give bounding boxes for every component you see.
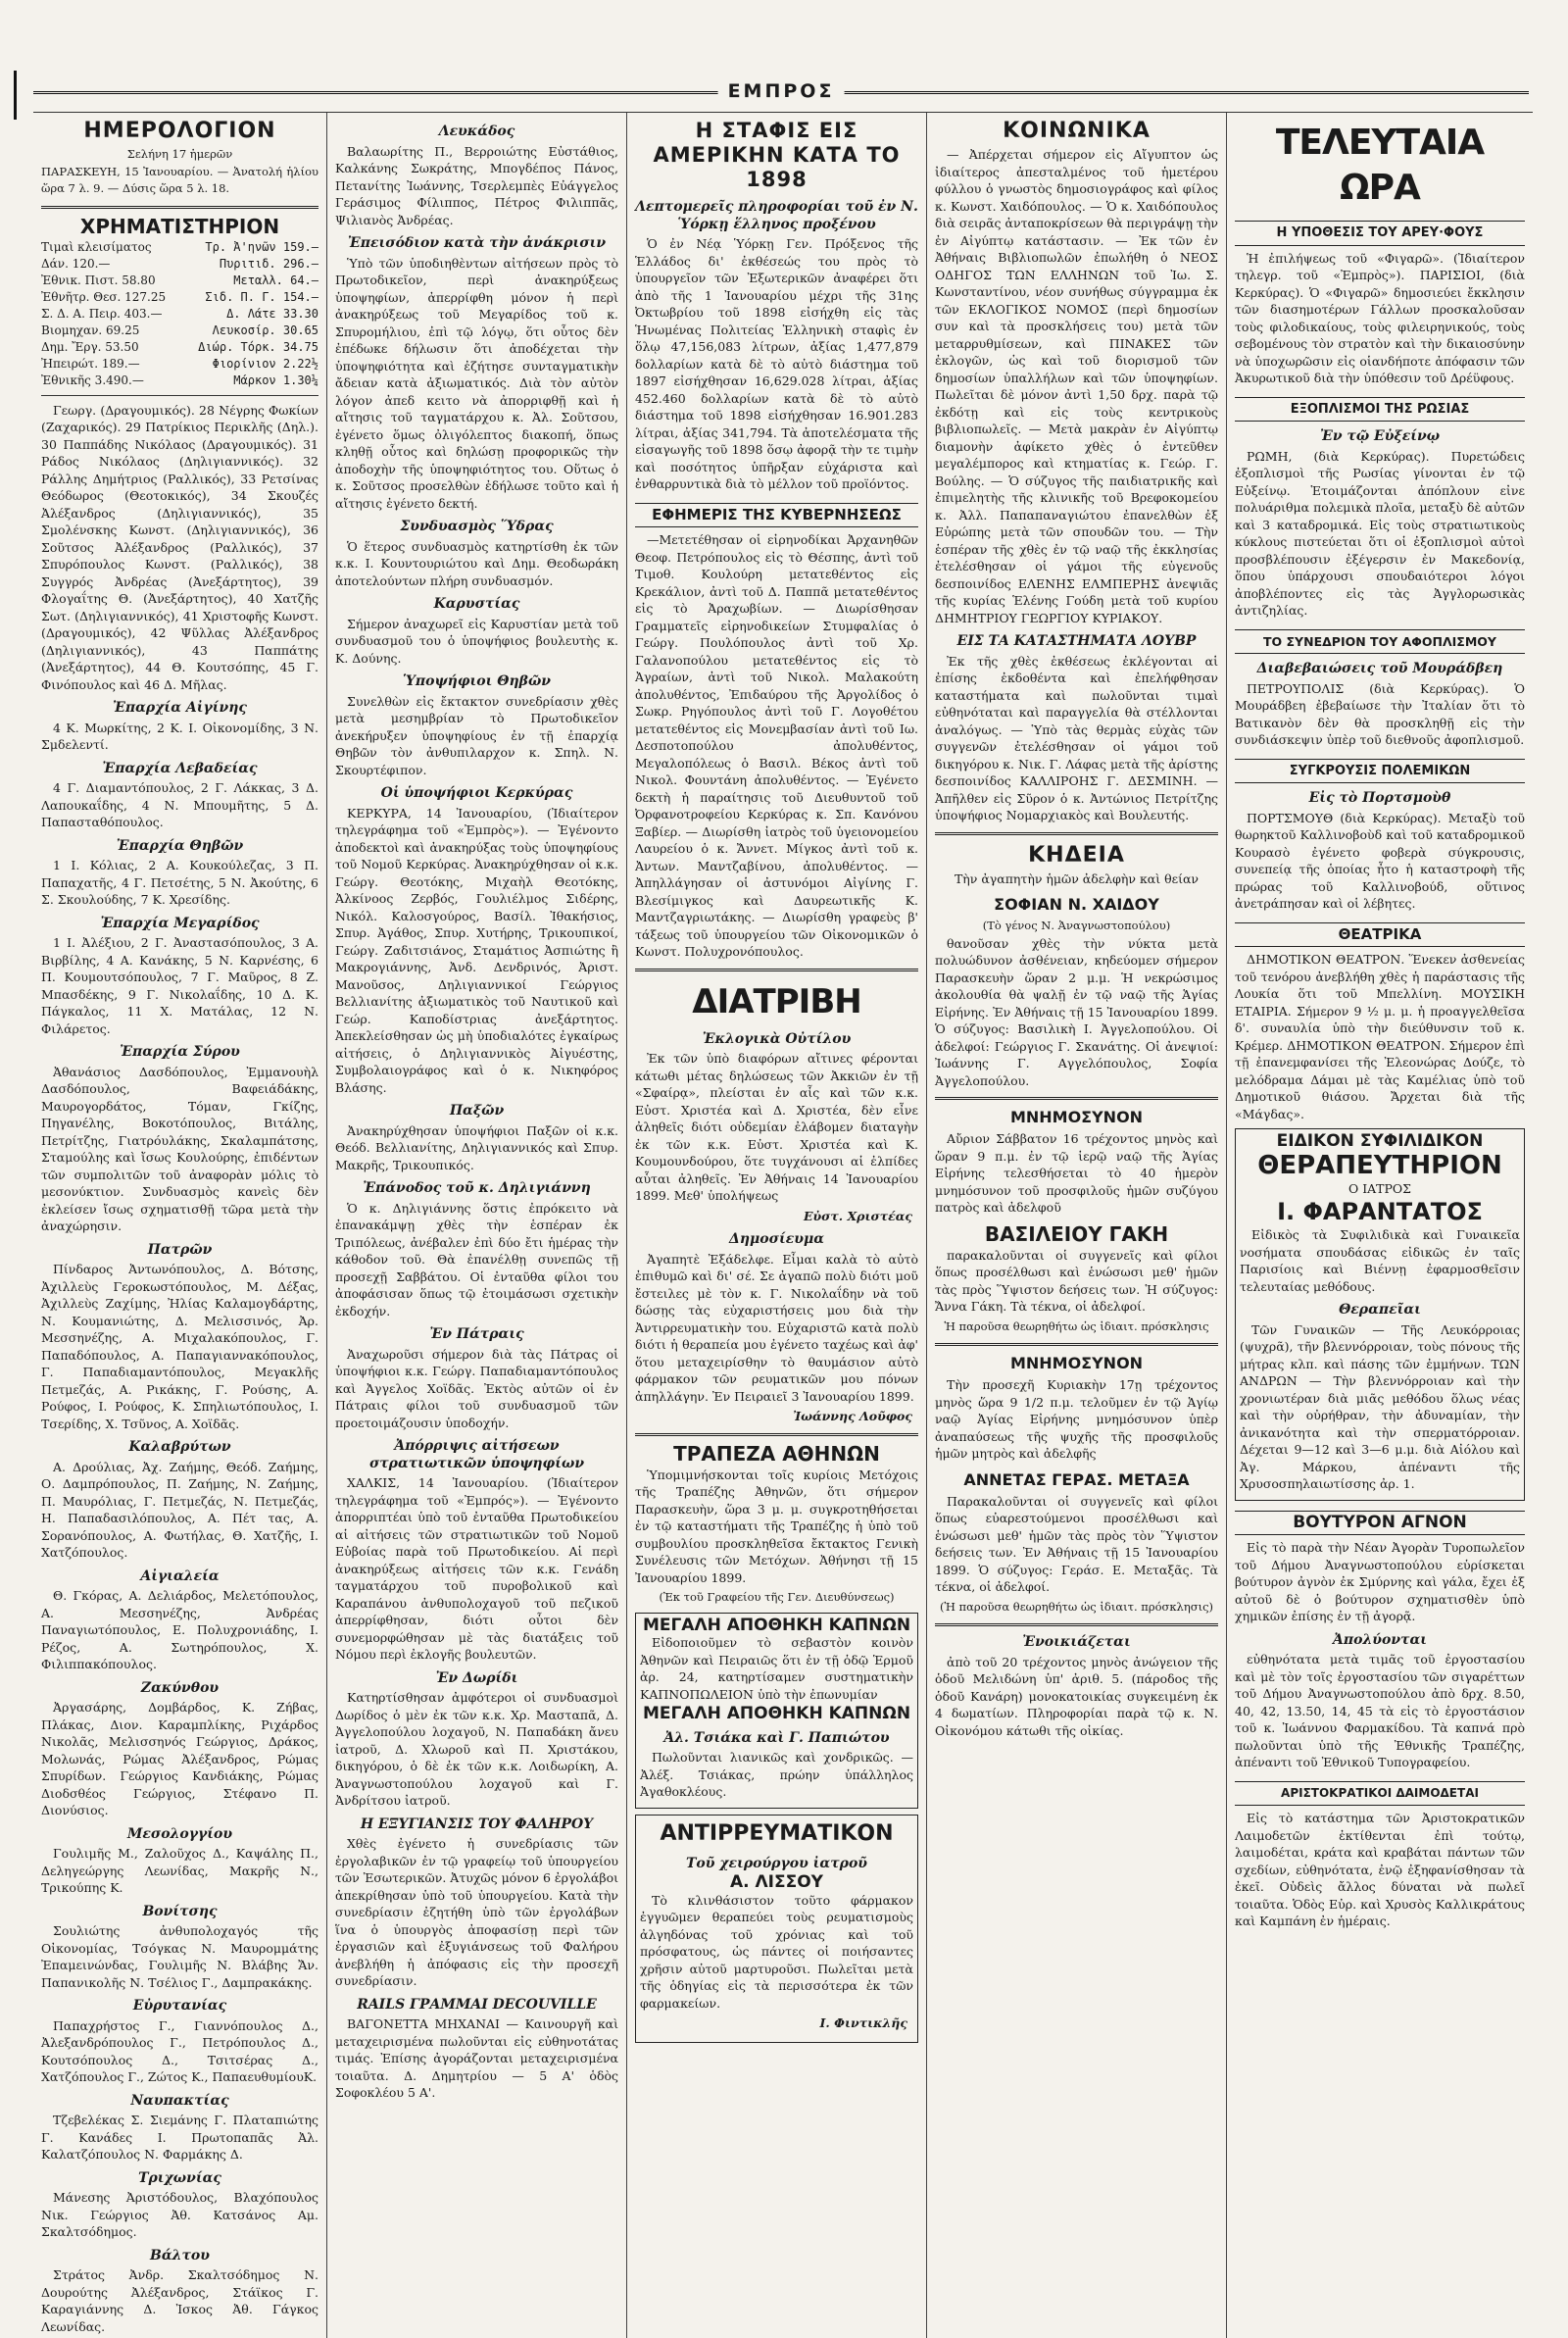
newspaper-title: ΕΜΠΡΟΣ: [718, 80, 845, 102]
section-title: Ἐπαρχία Λεβαδείας: [102, 760, 258, 776]
calendar-line: Σελήνη 17 ἡμερῶν: [126, 147, 233, 161]
stock-right: Πυριτιδ. 296.—: [219, 256, 318, 271]
section-text: Τζεβελέκας Σ. Σιεμάνης Γ. Πλαταπιώτης Γ. Κανάδες Ι. Πρωτοπαπᾶς Ἀλ. Καλατζόπουλος Ν. Φαρμάκης Δ.: [41, 2113, 318, 2162]
clinic-ad: [1235, 1128, 1525, 1501]
section-title: Μεσολογγίου: [126, 1825, 233, 1842]
gov-gazette-text: —Μετετέθησαν οἱ εἰρηνοδίκαι Ἀρχανηθῶν Θεοφ. Πετρόπουλος εἰς τὸ Θέσπης, ἀντὶ τοῦ Τιμοθ. Κουλούρη μετατεθέντος εἰς Κρεκάλιον, ἀντὶ τοῦ Δ. Παππᾶ μετατεθέντος εἰς τὸ Ἀραχωβίων. — Διωρίσθησαν Γραμματεῖς εἰρηνοδικείων Στυμφαλίας ὁ Γεώργ. Πουλόπουλος ἀντὶ τοῦ Χρ. Γαλανοπούλου μετατεθέντος εἰς τὸ Ἀγραίων, ἀντὶ τοῦ Νικολ. Μαλακούτη ἀπολυθέντος, Ἐπιδαύρου τῆς Ἀργολίδος ὁ Σωκρ. Ρηγόπουλος ἀντὶ τοῦ Γ. Λογοθέτου μετατεθέντος εἰς Μονεμβασίαν ἀντὶ τοῦ Ιω. Δεσποτοπούλου ἀπολυθέντος, Μεγαλοπόλεως ὁ Βασιλ. Βέκος ἀντὶ τοῦ Νικολ. Φουντάνη ἀπολυθέντος. — Ἐγένετο δεκτὴ ἡ παραίτησις τοῦ Διευθυντοῦ τοῦ Ὀρφανοτροφείου Κερκύρας κ. Σπ. Κανόνου Ξαβίερ. — Διωρίσθη ἰατρὸς τοῦ ὑγειονομείου Λαυρείου ὁ κ. Ἄννετ. Μίγκος ἀντὶ τοῦ κ. Ἀντων. Μαντζαβίνου, ἀπολυθέντος. — Ἀπηλλάγησαν οἱ ἀστυνόμοι Αἰγίνης Γ. Βλεσίμιγκος καὶ Δαυρεωτικῆς Κ. Μαντζαγριωτάκης. — Διωρίσθη γραφεὺς β' τάξεως τοῦ ὑπουργείου τῶν Οἰκονομικῶν ὁ Κωνστ. Πολυχρονόπουλος.: [635, 532, 918, 959]
tobacco-ad: [635, 1613, 918, 1809]
ties-ad-text: Εἰς τὸ κατάστημα τῶν Ἀριστοκρατικῶν Λαιμοδετῶν ἐκτίθενται ἐπὶ τούτῳ, λαιμοδέται, κράτα καὶ κραβάται πάντων τῶν σχεδίων, εὐθηνότατα, ἐνῷ ἐξηφανίσθησαν τὰ ἐκεῖ. Οὐδεὶς ἄλλος δύναται νὰ πωλεῖ τοιαῦτα. Ὁδὸς Εὐρ. καὶ Χρυσὸς Καλλικράτους καὶ Καμπάνη ἐν ἡμέραις.: [1235, 1811, 1525, 1928]
section-text: Θ. Γκόρας, Α. Δελιάρδος, Μελετόπουλος, Α. Μεσσηνέζης, Ἀνδρέας Παναγιωτόπουλος, Ε. Πολυχρονιάδης, Ι. Ρέζος, Α. Σωτηρόπουλος, Χ. Φιλιππακόπουλος.: [41, 1588, 318, 1671]
section-title: Πατρῶν: [147, 1241, 213, 1258]
butter-text: Εἰς τὸ παρὰ τὴν Νέαν Ἀγορὰν Τυροπωλεῖον τοῦ Δήμου Ἀναγνωστοπούλου εὑρίσκεται βούτυρον ἀγνὸν ἐκ Σμύρνης καὶ γάλα, ἔχει ἐξ αὐτοῦ δὲ ὁ βούτυρον σχηματισθὲν ὑπὸ χημικῶν ἐπίσης ἐν τῇ ἀγορᾷ.: [1235, 1540, 1525, 1623]
section-title: Τριχωνίας: [138, 2169, 221, 2186]
disarm-title: ΤΟ ΣΥΝΕΔΡΙΟΝ ΤΟΥ ΑΦΟΠΛΙΣΜΟΥ: [1235, 629, 1525, 655]
section-title: Ἐν Πάτραις: [429, 1326, 524, 1342]
column-3: [627, 113, 927, 2338]
memorial-1-text: Αὔριον Σάββατον 16 τρέχοντος μηνὸς καὶ ὥραν 9 π.μ. ἐν τῷ ἱερῷ ναῷ τῆς Ἁγίας Εἰρήνης τελεσθήσεται τὸ 40 ἡμερὸν μνημόσυνον τοῦ προσφιλοῦς ἡμῶν συζύγου πατρὸς καὶ ἀδελφοῦ: [935, 1131, 1218, 1215]
naval-text: ΠΟΡΤΣΜΟΥΘ (διὰ Κερκύρας). Μεταξὺ τοῦ θωρηκτοῦ Καλλινοβοὺδ καὶ τοῦ καταδρομικοῦ Κουρασὸ ἐγένετο φοβερὰ σύγκρουσις, συνεπείᾳ τῆς ὁποίας ἦτο ἡ καταστροφὴ τῆς πρώρας τοῦ Καλλινοβούδ, οὕτινος ἀνετράπησαν καὶ οἱ λέβητες.: [1235, 810, 1525, 911]
funeral-title: ΚΗΔΕΙΑ: [1028, 842, 1125, 868]
diatribe-signature: Εὐστ. Χριστέας: [803, 1208, 912, 1223]
section-title: Βάλτου: [150, 2247, 210, 2263]
stock-left: Βιομηχαν. 69.25: [41, 323, 140, 337]
section-text: Βαλαωρίτης Π., Βερροιώτης Εὐστάθιος, Καλκάνης Σωκράτης, Μπογδέπος Πάνος, Πετανίτης Ἰωάννης, Τσερλεμπὲς Εὐάγγελος Γεράσιμος Φίλιππος, Πέτρος Φιλιππᾶς, Ψιλιανὸς Ἀνδρέας.: [335, 143, 618, 227]
stock-row: [41, 273, 318, 289]
rheumatism-ad: [635, 1815, 918, 2043]
section-title: RAILS ΓΡΑΜΜΑΙ DECOUVILLE: [357, 1996, 597, 2013]
bank-text: Ὑπομιμνήσκονται τοῖς κυρίοις Μετόχοις τῆς Τραπέζης Ἀθηνῶν, ὅτι σήμερον Παρασκευὴν, ὥρα 3 μ. μ. συγκροτηθήσεται ἐν τῷ καταστήματι τῆς Τραπέζης ἡ ὑπὸ τοῦ συμβουλίου προσκληθεῖσα ἔκτακτος Γενικὴ Συνέλευσις τῶν Μετόχων. Ἀθήνησι τῇ 15 Ἰανουαρίου 1899.: [635, 1467, 918, 1585]
col1-sections: [41, 700, 318, 2335]
funeral-text: θανοῦσαν χθὲς τὴν νύκτα μετὰ πολυώδυνον ἀσθένειαν, κηδεύομεν σήμερον Παρασκευὴν ὥραν 2 μ.μ. Ἡ νεκρώσιμος ἀκολουθία θὰ ψαλῇ ἐν τῷ ναῷ τῆς Ἁγίας Εἰρήνης. Ἐν Ἀθήναις τῇ 15 Ἰανουαρίου 1899. Ὁ σύζυγος: Βασιλικὴ Ι. Ἀγγελοπούλου. Οἱ ἀδελφοί: Γεώργιος Γ. Σκανάτης. Οἱ ἀνεψιοί: Ἰωάννης Γ. Αγγελόπουλος, Σοφία Ἀγγελοπούλου.: [935, 935, 1218, 1088]
section-text: 4 Γ. Διαμαντόπουλος, 2 Γ. Λάκκας, 3 Δ. Λαπουκαΐδης, 4 Ν. Μπουμῆτης, 5 Δ. Παπασταθόπουλος.: [41, 780, 318, 829]
stock-row: [41, 339, 318, 356]
section-text: Ὁ ἕτερος συνδυασμὸς κατηρτίσθη ἐκ τῶν κ.κ. Ι. Κουντουριώτου καὶ Δημ. Θεοδωράκη ἀποτελούντων πλήρη συνδυασμόν.: [335, 538, 618, 588]
section-text: Γουλιμῆς Μ., Ζαλοῦχος Δ., Καψάλης Π., Δεληγεώργης Λεωνίδας, Μακρῆς Ν., Τρικούπης Κ.: [41, 1846, 318, 1895]
section-text: Στράτος Ἀνδρ. Σκαλτσόδημος Ν. Δουρούτης Ἀλέξανδρος, Στάϊκος Γ. Καραγιάννης Δ. Ἰσκος Ἀθ. Γάγκος Λεωνίδας.: [41, 2267, 318, 2334]
stock-left: Ἐθνῆτρ. Θεσ. 127.25: [41, 289, 167, 304]
section-text: Ἀθανάσιος Δασδόπουλος, Ἐμμανουὴλ Δασδόπουλος, Βαφειάδάκης, Μαυρογορδάτος, Τόμαν, Γκίζης, Πηγανέλης, Βοκοτόπουλος, Βιτάλης, Πετρίτζης, Γιατρόυλάκης, Σκαλαμπάτσης, Σταμούλης καὶ ἴσως Κουλούρης, ἐπιδέντων τῶν συμπολιτῶν τοῦ ἀναφορὰν μόλις τὸ μεσονύκτιον. Συνδυασμὸς κανεὶς δὲν ἐκλείσεν ἴσως σχηματισθῇ τῶρα μετὰ τὴν ἀναχώρησιν.: [41, 1064, 318, 1233]
louvre-text: Ἐκ τῆς χθὲς ἐκθέσεως ἐκλέγονται αἱ ἐπίσης ἐκδοθέντα καὶ ἐπελήφθησαν καταστήματα καὶ πωλοῦνται τιμαὶ εὐθηνόταται καὶ παραγγελία θὰ στέλλονται ἀναλόγως. — Ὑπὸ τὰς θερμὰς εὐχὰς τῶν συγγενῶν ἐτελέσθησαν οἱ γάμοι τοῦ δικηγόρου κ. Νικ. Γ. Λάφας μετὰ τῆς ἀρίστης δεσποινίδος ΚΑΛΛΙΡΟΗΣ Γ. ΔΕΣΜΙΝΗ. — Ἀπῆλθεν εἰς Σῦρον ὁ κ. Ἀντώνιος Πετρίτζης ὑποψήφιος Νομαρχιακὸς καὶ Βουλευτής.: [935, 653, 1218, 822]
stock-right: Λευκοσίρ. 30.65: [212, 323, 318, 337]
raisin-headline: Η ΣΤΑΦΙΣ ΕΙΣ ΑΜΕΡΙΚΗΝ ΚΑΤΑ ΤΟ 1898: [653, 119, 901, 191]
rent-title: Ἐνοικιάζεται: [1022, 1634, 1131, 1650]
stock-table: [41, 239, 318, 389]
stock-row: [41, 323, 318, 339]
stock-right: Δ. Λάτε 33.30: [226, 306, 318, 321]
memorial-2-sign: (Ἡ παροῦσα θεωρηθήτω ὡς ἰδιαιτ. πρόσκλησις): [939, 1599, 1214, 1614]
rent-text: ἀπὸ τοῦ 20 τρέχοντος μηνὸς ἀνώγειον τῆς ὁδοῦ Μελιδώνη ὑπ' ἀριθ. 5. (πάροδος τῆς ὁδοῦ Κανάρη) μονοκατοικίας συγκειμένη ἐκ 4 δωματίων. Πληροφορίαι παρὰ τῷ κ. Ν. Οἰκονόμου κάτωθι τῆς οἰκίας.: [935, 1654, 1218, 1738]
section-title: Ἀπόρριψις αἰτήσεων στρατιωτικῶν ὑποψηφίων: [368, 1438, 585, 1471]
dreyfus-text: Ἡ ἐπιλήψεως τοῦ «Φιγαρῶ». (Ἰδιαίτερον τηλεγρ. τοῦ «Ἐμπρὸς»). ΠΑΡΙΣΙΟΙ, (διὰ Κερκύρας). Ὁ «Φιγαρῶ» δημοσιεύει ἔκκλησιν τῶν διασημοτέρων Γάλλων προσκαλοῦσαν τοὺς φιλοδικαίους, τοὺς φιλειρηνικούς, τοὺς σεβομένους τὸν στρατὸν καὶ τὴν δικαιοσύνην νὰ ὑποχωρῶσιν εἰς οἱανδήποτε ἀπόφασιν τῶν Ἀκυρωτικοῦ διὰ τὴν ὑπόθεσιν τοῦ Δρέϋφους.: [1235, 250, 1525, 385]
dreyfus-subhead: Η ΥΠΟΘΕΣΙΣ ΤΟΥ ΑΡΕΥ·ΦΟΥΣ: [1235, 221, 1525, 246]
stock-row: [41, 356, 318, 373]
publication-title: Δημοσίευμα: [729, 1231, 824, 1247]
section-text: ΧΑΛΚΙΣ, 14 Ἰανουαρίου. (Ἰδιαίτερον τηλεγράφημα τοῦ «Ἐμπρός»). — Ἐγένοντο ἀπορριπτέαι ὑπὸ τοῦ ἐνταῦθα Πρωτοδικείου αἱ αἰτήσεις τῶν στρατιωτικῶν τοῦ Νομοῦ Εὐβοίας παρὰ τοῦ Πρωτοδικείου. Αἱ περὶ ἀνακηρύξεως αἰτήσεις τῶν κ.κ. Γενάδη ταγματάρχου τοῦ πυροβολικοῦ καὶ Καραπάνου ἀνθυπολοχαγοῦ τοῦ πεζικοῦ ἀπερρίφθησαν, διότι οὗτοι δὲν συνεμορφώθησαν μὲ τὰς διατάξεις τοῦ Νόμου περὶ ἐκλογῆς βουλευτῶν.: [335, 1475, 618, 1662]
ties-ad-title: ΑΡΙΣΤΟΚΡΑΤΙΚΟΙ ΔΑΙΜΟΔΕΤΑΙ: [1235, 1781, 1525, 1807]
social-text: — Ἀπέρχεται σήμερον εἰς Αἴγυπτον ὡς ἰδιαίτερος ἀπεσταλμένος τοῦ ἡμετέρου φύλλου ὁ γνωστὸς δημοσιογράφος καὶ φίλος κ. Κωνστ. Χαιδόπουλος. — Ὁ κ. Χαιδόπουλος διὰ σειρᾶς ἀνταποκρίσεων θὰ περιγράψῃ τὴν ἐν Αἰγύπτῳ κατάστασιν. — Ἐκ τῶν ἐν Ἀθήναις Βιβλιοπωλῶν ἐπωλήθη ὁ ΝΕΟΣ ΟΔΗΓΟΣ ΤΩΝ ΕΛΛΗΝΩΝ τοῦ Ἰω. Σ. Κωνσταντίνου, νέον συνήθως σύγγραμμα ἐκ τῶν ΕΚΛΟΓΙΚΟΣ ΝΟΜΟΣ (περὶ δημοσίων συν καὶ τὰ προσκλήσεις του) μετὰ τῶν μεταρρυθμίσεων, καὶ ΠΙΝΑΚΕΣ τῶν ἐκλογῶν, ὡς καὶ τοῦ διορισμοῦ τῶν δημοσίων ὑπαλλήλων καὶ τῶν ὑποψηφίων. Πωλεῖται δὲ μόνον ἀντὶ 1,50 δρχ. παρὰ τῷ ἐκδότῃ καὶ εἰς τοὺς κεντρικοὺς βιβλιοπωλεῖς. — Μετὰ μακρὰν ἐν Αἰγύπτῳ διαμονὴν ἀφίκετο χθὲς ὁ ἐντεῦθεν μεγαλέμπορος καὶ κτηματίας κ. Γεώρ. Γ. Βούλης. — Ὁ σύζυγος τῆς παιδιατρικῆς καὶ ἐπιμελητὴς τῆς κλινικῆς τοῦ Βρεφοκομείου κ. Ἀλλ. Παπαπαναγιώτου ἐπανελθὼν ἐξ Εὐρώπης μετὰ τῶν σπουδῶν του. — Τὴν ἑσπέραν τῆς χθὲς ἐν τῷ ναῷ τῆς ἐκκλησίας ἐτελέσθησαν οἱ γάμοι τῆς εὐγενοῦς δεσποινίδος ΕΛΕΝΗΣ ΕΛΜΠΕΡΗΣ ἀνεψιᾶς τῆς κυρίας Ἑλένης Γούδη μετὰ τοῦ κυρίου ΔΗΜΗΤΡΙΟΥ ΓΕΩΡΓΙΟΥ ΚΥΡΙΑΚΟΥ.: [935, 147, 1218, 625]
clinic-ad-title: ΕΙΔΙΚΟΝ ΣΥΦΙΛΙΔΙΚΟΝ: [1276, 1131, 1484, 1151]
section-title: Ἐν Δωρίδι: [435, 1669, 518, 1686]
calendar-line: ΠΑΡΑΣΚΕΥΗ, 15 Ἰανουαρίου. — Ἀνατολή ἡλίου ὥρα 7 λ. 9. — Δύσις ὥρα 5 λ. 18.: [41, 164, 318, 195]
section-title: Βονίτσης: [142, 1903, 218, 1919]
section-text: Συνελθὼν εἰς ἔκτακτον συνεδρίασιν χθὲς μετὰ μεσημβρίαν τὸ Πρωτοδικεῖον ἀνεκήρυξεν ὑποψηφίους ἐν τῇ ἐπαρχίᾳ Θηβῶν τὸν ἀνθυπιλαρχον κ. Σπηλ. Ν. Σκουρτέφιπον.: [335, 693, 618, 777]
section-title: Ζακύνθου: [140, 1679, 220, 1696]
stock-row: [41, 289, 318, 306]
stock-left: Τιμαὶ κλεισίματος: [41, 239, 152, 254]
section-text: 1 Ι. Ἀλέξιου, 2 Γ. Ἀναστασόπουλος, 3 Α. Βιρβίλης, 4 Α. Κανάκης, 5 Ν. Καρνέσης, 6 Π. Κουμουτσόπουλος, 7 Γ. Μαῦρος, 8 Ζ. Μπασδέκης, 9 Γ. Νικολαΐδης, 10 Δ. Κ. Πάγκαλος, 11 Χ. Ματάλας, 12 Ν. Φιλάρετος.: [41, 935, 318, 1036]
section-text: Σήμερον ἀναχωρεῖ εἰς Καρυστίαν μετὰ τοῦ συνδυασμοῦ του ὁ ὑποψήφιος βουλευτὴς κ. Κ. Δούνης.: [335, 616, 618, 666]
russia-title: ΕΞΟΠΛΙΣΜΟΙ ΤΗΣ ΡΩΣΙΑΣ: [1235, 397, 1525, 423]
last-hour-headline: ΤΕΛΕΥΤΑΙΑ ΩΡΑ: [1275, 123, 1485, 208]
section-text: Πίνδαρος Ἀντωνόπουλος, Δ. Βότσης, Ἀχιλλεὺς Γεροκωστόπουλος, Μ. Δέξας, Ἀχιλλεὺς Ζαχίμης, Ἠλίας Καλαμογδάρτης, Ν. Κουμανιώτης, Δ. Μελισσινός, Ἀρ. Μεσσηνέζης, Α. Μιχαλακόπουλος, Γ. Παπαδόπουλος, Α. Παπαγιαννακόπουλος, Γ. Παπαδιαμαντόπουλος, Μεγακλῆς Πετμεζάς, Α. Ρικάκης, Γ. Ρούσης, Α. Ρούφος, Ι. Ρούφος, Κ. Σπηλιωτόπουλος, Ι. Τσερίδης, Χ. Τσῦνος, Α. Χοϊδᾶς.: [41, 1262, 318, 1431]
stock-right: Μεταλλ. 64.—: [233, 273, 318, 287]
stock-title: ΧΡΗΜΑΤΙΣΤΗΡΙΟΝ: [79, 214, 280, 238]
naval-title: ΣΥΓΚΡΟΥΣΙΣ ΠΟΛΕΜΙΚΩΝ: [1235, 759, 1525, 784]
newspaper-page: [33, 112, 1533, 2334]
diatribe-text: Ἐκ τῶν ὑπὸ διαφόρων αἴτινες φέρονται κάτωθι μέτας δηλώσεως τῶν Ἀκκιῶν ἐν τῇ «Σφαίρᾳ», πλείσται ἐν αἷς καὶ τῶν κ.κ. Εὐστ. Χριστέα καὶ Δ. Χριστέα, δὲν εἶνε ἀληθεῖς διότι οὐδεμίαν ἐλάβομεν διαταγὴν ἐκ τῶν κ.κ. Εὐστ. Χριστέα καὶ Κ. Κουμουνδούρου, ὅτε τυγχάνουσι αἱ ἐλπίδες αὗται ἀληθεῖς. Ἐν Ἀθήναις 14 Ἰανουαρίου 1899. Μεθ' ὑπολήψεως: [635, 1051, 918, 1203]
stock-right: Τρ. Ἀ'ηνῶν 159.—: [205, 239, 318, 254]
section-text: Α. Δρούλιας, Ἀχ. Ζαήμης, Θεόδ. Ζαήμης, Ο. Δαμπρόπουλος, Π. Ζαήμης, Ν. Ζαήμης, Π. Μαυρόλιας, Γ. Πετμεζάς, Ν. Πετμεζάς, Η. Παπαδασιλόπουλος, Α. Πέτ τας, Α. Σορανόπουλος, Α. Φωτήλας, Θ. Χατζῆς, Ι. Χατζόπουλος.: [41, 1459, 318, 1560]
column-2: [327, 113, 627, 2338]
section-title: Ἐπαρχία Σύρου: [120, 1044, 240, 1060]
tobacco-ad-more: Πωλοῦνται λιανικῶς καὶ χονδρικῶς. — Ἀλέξ. Τσιάκας, πρώην ὑπάλληλος Ἀγαθοκλέους.: [640, 1750, 913, 1799]
gov-gazette-title: ΕΦΗΜΕΡΙΣ ΤΗΣ ΚΥΒΕΡΝΗΣΕΩΣ: [635, 503, 918, 528]
memorial-2-name: ΑΝΝΕΤΑΣ ΓΕΡΑΣ. ΜΕΤΑΞΑ: [963, 1469, 1190, 1489]
stock-left: Ἐθνικ. Πιστ. 58.80: [41, 273, 156, 287]
tobacco-ad-title: ΜΕΓΑΛΗ ΑΠΟΘΗΚΗ ΚΑΠΝΩΝ: [642, 1615, 911, 1635]
section-text: Ὑπὸ τῶν ὑποδιηθὲντων αἰτήσεων πρὸς τὸ Πρωτοδικεῖον, περὶ ἀνακηρύξεως ὑποψηφίων, ἀπερρίφθη μόνον ἡ περὶ ἀνακηρύξεως τοῦ Μεγαρίδος τοῦ κ. Σπυρομήλιου, ἐπὶ τῷ λόγῳ, ὅτι οὗτος δὲν ἐπέδωκε δήλωσιν ὅτι ἀποδέχεται τὴν ὑποψηφιότητα καὶ ἐζήτησε συνταγματικὴν ἄδειαν κατὰ ἀξιωματικός. Διὰ τὸν αὐτὸν λόγον ἀπεδ κειτο νὰ ἀπορριφθῇ καὶ ἡ αἴτησις τοῦ ταγματάρχου κ. Ἀλ. Σοῦτσου, ἐγένετο ὅμως ὀλιγόλεπτος διακοπή, ὅπως κληθῇ οὗτος καὶ δηλώσῃ προφορικῶς τὴν ἀποδοχὴν τῆς ὑποψηφιότητος του. Οὕτως ὁ κ. Σοῦτσος προσελθὼν ἐδήλωσε τοῦτο καὶ ἡ αἴτησις ἐγένετο δεκτή.: [335, 255, 618, 511]
section-title: Ἐπαρχία Θηβῶν: [116, 837, 244, 854]
clinic-ad-big: ΘΕΡΑΠΕΥΤΗΡΙΟΝ: [1257, 1150, 1502, 1180]
louvre-title: ΕΙΣ ΤΑ ΚΑΤΑΣΤΗΜΑΤΑ ΛΟΥΒΡ: [956, 633, 1197, 649]
raisin-article: Ὁ ἐν Νέᾳ Ὑόρκῃ Γεν. Πρόξενος τῆς Ἑλλάδος δι' ἐκθέσεώς του πρὸς τὸ ὑπουργεῖον τῶν Ἐξωτερικῶν ἀναφέρει ὅτι ἀπὸ τῆς 1 Ἰανουαρίου μέχρι τῆς 31ης Ὀκτωβρίου τοῦ 1898 εἰσήχθη εἰς τὰς Ἡνωμένας Πολιτείας Ἑλληνικὴ σταφὶς ἐν ὅλῳ 47,156,083 λίτρων, ἀξίας 1,477,879 δολλαρίων κατὰ δὲ τὸ αὐτὸ διάστημα τοῦ 1897 εἰσήχθησαν 16,629.028 λίτραι, ἀξίας 452.460 δολλαρίων κατὰ δὲ τὸ αὐτὸ διάστημα τοῦ 1898 εἰσήχθησαν 16.901.283 λίτραι, ἀξίας 341,794. Τὰ ἀποτελέσματα τῆς εἰσαγωγῆς τοῦ 1898 ὅσῳ ἀφορᾷ τὴν τε τιμὴν καὶ ποσότητος ὑπῆρξαν εὐχάριστα καὶ ἐνθαρρυντικὰ διὰ τὸ μέλλον τοῦ προϊόντος.: [635, 236, 918, 491]
sale-title: Ἀπολύονται: [1333, 1631, 1427, 1648]
rheumatism-ad-sign: Ι. Φιντικλῆς: [819, 2015, 907, 2030]
section-text: ΒΑΓΟΝΕΤΤΑ ΜΗΧΑΝΑΙ — Καινουργῆ καὶ μεταχειρισμένα πωλοῦνται εἰς εὐθηνοτάτας τιμάς. Ἐπίσης ἀγοράζονται μεταχειρισμένα τοιαῦτα. Δ. Δημητρίου — 5 Α' ὁδὸς Σοφοκλέου 5 Α'.: [335, 2016, 618, 2100]
stock-row: [41, 373, 318, 389]
section-title: Οἱ ὑποψήφιοι Κερκύρας: [380, 785, 573, 801]
stock-left: Σ. Δ. Α. Πειρ. 403.—: [41, 306, 163, 321]
clinic-ad-text: Εἰδικὸς τὰ Συφιλιδικὰ καὶ Γυναικεῖα νοσήματα σπουδάσας εἰδικῶς ἐν ταῖς Παρισίοις καὶ Βιέννῃ ἐφαρμοσθεῖσιν τελευταίας μεθόδους.: [1240, 1227, 1520, 1294]
section-title: Εὐρυτανίας: [132, 1998, 227, 2014]
funeral-lead: Τὴν ἀγαπητὴν ἡμῶν ἀδελφὴν καὶ θείαν: [954, 871, 1200, 886]
theatre-text: ΔΗΜΟΤΙΚΟΝ ΘΕΑΤΡΟΝ. Ἕνεκεν ἀσθενείας τοῦ τενόρου ἀνεβλήθη χθὲς ἡ παράστασις τῆς Λουκία ὅτι τοῦ Μπελλίνη. ΜΟΥΣΙΚΗ ΕΤΑΙΡΙΑ. Σήμερον 9 ½ μ. μ. ἡ προαγγελθεῖσα δ'. συναυλία ὑπὸ τὴν διεύθυνσιν τοῦ κ. Κρέμερ. ΔΗΜΟΤΙΚΟΝ ΘΕΑΤΡΟΝ. Σήμερον ἐπὶ τῇ ἐπανεμφανίσει τῆς Ἐλεονώρας Δούζε, τὸ μελόδραμα Δάμαι μὲ τὰς Καμέλιας ὑπὸ τοῦ Δημοτικοῦ θιάσου. Ἄρχεται διὰ τῆς «Μάγδας».: [1235, 952, 1525, 1121]
section-title: Ναυπακτίας: [130, 2092, 229, 2109]
section-title: Ὑποψήφιοι Θηβῶν: [403, 673, 551, 689]
section-title: Ἐπαρχία Αἰγίνης: [113, 700, 247, 716]
section-text: 4 Κ. Μωρκίτης, 2 Κ. Ι. Οἰκονομίδης, 3 Ν. Σμδελεντί.: [41, 720, 318, 752]
memorial-1-text2: παρακαλοῦνται οἱ συγγενεῖς καὶ φίλοι ὅπως προσέλθωσι καὶ ἑνώσωσι μεθ' ἡμῶν τὰς πρὸς Ὕψιστον δεήσεις των. Ἡ σύζυγος: Ἄννα Γάκη. Τὰ τέκνα, οἱ ἀδελφοί.: [935, 1247, 1218, 1314]
page-edge-mark: [14, 71, 17, 120]
stock-right: Μάρκον 1.30¼: [233, 373, 318, 387]
section-title: Λευκάδος: [438, 124, 515, 139]
section-text: 1 Ι. Κόλιας, 2 Α. Κουκούλεζας, 3 Π. Παπαχατῆς, 4 Γ. Πετσέτης, 5 Ν. Ἀκούτης, 6 Σ. Σκουλούδης, 7 Κ. Χρεσίδης.: [41, 858, 318, 907]
stock-row: [41, 239, 318, 256]
rheumatism-ad-sub: Τοῦ χειρούργου ἰατροῦ: [685, 1855, 867, 1871]
section-title: Ἐπαρχία Μεγαρίδος: [100, 915, 260, 931]
section-text: Χθὲς ἐγένετο ἡ συνεδρίασις τῶν ἐργολαβικῶν ἐν τῷ γραφείῳ τοῦ ὑπουργείου τῶν Ἐσωτερικῶν. Ἀτυχῶς μόνον 6 ἐργολάβοι ἀπεκρίθησαν ὑπὸ τοῦ ὑπουργείου. Κατὰ τὴν συνεδρίασιν ἐζητήθη ὑπὸ τῶν ἐργολάβων ἵνα ὁ ὑπουργὸς ἀποφασίσῃ περὶ τῶν ἐργασιῶν καὶ ἐξυγιάνσεως τοῦ Φαλήρου ἀνεβλήθη ἡ ἀπόφασις εἰς τὴν προσεχῆ συνεδρίασιν.: [335, 1836, 618, 1988]
section-title: Αἰγιαλεία: [140, 1567, 220, 1584]
masthead: [33, 80, 1529, 106]
calendar-title: ΗΜΕΡΟΛΟΓΙΟΝ: [83, 119, 276, 143]
stock-row: [41, 256, 318, 273]
section-text: Ἀνακηρύχθησαν ὑποψήφιοι Παξῶν οἱ κ.κ. Θεόδ. Βελλιανίτης, Δηλιγιαννικός καὶ Σπυρ. Μακρῆς, Τρικουπικός.: [335, 1122, 618, 1172]
stock-right: Φιορίνιον 2.22½: [212, 356, 318, 371]
section-text: Παπαχρήστος Γ., Γιαννόπουλος Δ., Ἀλεξανδρόπουλος Γ., Πετρόπουλος Δ., Κουτσόπουλος Δ., Τσιτσέρας Δ., Χατζόπουλος Γ., Ζώτος Κ., ΠαπαευθυμίουΚ.: [41, 2017, 318, 2084]
stock-row: [41, 306, 318, 323]
theatre-title: ΘΕΑΤΡΙΚΑ: [1235, 922, 1525, 948]
section-text: Ὁ κ. Δηλιγιάννης ὅστις ἐπρόκειτο νὰ ἐπανακάμψῃ χθὲς τὴν ἑσπέραν ἐκ Τριπόλεως, ἀνέβαλεν ἐπὶ δύο ἔτι ἡμέρας τὴν κάθοδον τοῦ. Θὰ ἐπανέλθῃ συνεπῶς τῇ προσεχῇ Σαββάτου. Οἱ ἐνταῦθα φίλοι του ἀποφάσισαν ὅπως τῷ ἐτοιμάσωσι σχετικὴν ἐκδοχήν.: [335, 1200, 618, 1318]
diatribe-title: ΔΙΑΤΡΙΒΗ: [692, 981, 861, 1021]
sale-text: εὐθηνότατα μετὰ τιμᾶς τοῦ ἐργοστασίου καὶ μὲ τὸν τοῖς ἐργοστασίου τῶν σιγαρέττων τοῦ Δήμου Ἀναγνωστοπούλου ἀπὸ δρχ. 8.50, 40, 42, 13.50, 14, 45 τὰ εἰς τὸ ἐργοστάσιον τοῦ κ. Ἰωάννου Φαρμακίδου. Τὰ καπνά πρὸ πωλοῦνται ὑπὸ τῆς Ἐθνικῆς Τραπέζης, ἀπέναντι τοῦ Ἐθνικοῦ Τυπογραφείου.: [1235, 1652, 1525, 1769]
publication-signature: Ἰωάννης Λοῦφος: [793, 1409, 912, 1423]
clinic-hours: Τῶν Γυναικῶν — Τῆς Λευκόρροιας (ψυχρᾶ), τῆν βλεννόρροιαν, τοὺς πόνους τῆς μήτρας κλπ. καὶ πάσης τῶν ἐμμήνων. ΤΩΝ ΑΝΔΡΩΝ — Τὴν βλεννόρροιαν καὶ τὴν χρονιωτέραν διὰ μιᾶς μεθόδου ὅλως νέας καὶ τὴν οὐρήθραν, τὴν ἀδυναμίαν, τὴν ἀνικανότητα καὶ τὴν σπερματόρροιαν. Δέχεται 9—12 καὶ 3—6 μ.μ. διὰ Αἰόλου καὶ Ἀγ. Μάρκου, ἀπέναντι τῆς Χρυσοσπηλαιωτίσσης ἀρ. 1.: [1240, 1321, 1520, 1491]
section-text: Μάνεσης Ἀριστόδουλος, Βλαχόπουλος Νικ. Γεώργιος Ἀθ. Κατσάνος Αμ. Σκαλτσόδημος.: [41, 2190, 318, 2239]
memorial-1-name: ΒΑΣΙΛΕΙΟΥ ΓΑΚΗ: [984, 1221, 1169, 1246]
rheumatism-ad-title: ΑΝΤΙΡΡΕΥΜΑΤΙΚΟΝ: [660, 1820, 894, 1846]
tobacco-ad-owners: Ἀλ. Τσιάκα καὶ Γ. Παπιώτου: [663, 1729, 890, 1746]
memorial-1-sign: Ἡ παροῦσα θεωρηθήτω ὡς ἰδιαιτ. πρόσκλησις: [944, 1318, 1209, 1333]
memorial-1-title: ΜΝΗΜΟΣΥΝΟΝ: [1009, 1108, 1144, 1126]
section-text: Κατηρτίσθησαν ἀμφότεροι οἱ συνδυασμοὶ Δωρίδος ὁ μὲν ἐκ τῶν κ.κ. Χρ. Μασταπᾶ, Δ. Ἀγγελοπούλου λοχαγοῦ, Ν. Παπαδάκη ἄνευ ἰατροῦ, Δ. Χλωροῦ καὶ Π. Χριστάκου, δικηγόρου, ὁ δὲ ἐκ τῶν κ.κ. Λοιδωρίκη, Α. Ἀναγνωστοπούλου λοχαγοῦ καὶ Γ. Ἀνδρίτσου ἰατροῦ.: [335, 1690, 618, 1808]
stock-left: Δημ. Ἔργ. 53.50: [41, 339, 139, 354]
tobacco-ad-text: Εἰδοποιοῦμεν τὸ σεβαστὸν κοινὸν Ἀθηνῶν καὶ Πειραιῶς ὅτι ἐν τῇ ὁδῷ Ἑρμοῦ ἀρ. 24, κατηρτίσαμεν συστηματικὴν ΚΑΠΝΟΠΩΛΕΙΟΝ ὑπὸ τὴν ἐπωνυμίαν: [640, 1635, 913, 1702]
rheumatism-ad-text: Τὸ κλινθάσιστον τοῦτο φάρμακον ἐγγυῶμεν θεραπεύει τοὺς ρευματισμοὺς ἀλγηδόνας τοῦ χρόνιας καὶ τοῦ πρόσφατους, ὡς πάντες οἱ ποιήσαντες χρῆσιν αὐτοῦ μαρτυροῦσι. Πωλεῖται μετὰ τῆς ὁδηγίας εἰς τὰ περισσότερα ἐκ τῶν φαρμακείων.: [640, 1892, 913, 2011]
russia-text: ΡΩΜΗ, (διὰ Κερκύρας). Πυρετώδεις ἐξοπλισμοὶ τῆς Ρωσίας γίνονται ἐν τῷ Εὐξείνῳ. Ἑτοιμάζονται ἀπόπλουν εἰνε πολυάριθμα πολεμικὰ πλοῖα, μεταξὺ δὲ αὐτῶν καὶ 3 καταδρομικά. Εἰς τοὺς στρατιωτικοὺς κύκλους πιστεύεται ὅτι οἱ ἐξοπλισμοὶ αὐτοὶ προσβλέπουσιν ἐξέγερσιν ἐν Μακεδονίᾳ, ὅπου ὑπάρχουσι σπουδαιότεροι λόγοι ἀποβλέποντες εἰς τὰς Ἀγγλορωσικὰς ἀντιζηλίας.: [1235, 448, 1525, 618]
section-title: Παξῶν: [449, 1103, 505, 1119]
russia-subtitle: Ἐν τῷ Εὐξείνῳ: [1319, 428, 1441, 444]
memorial-2-text: Τὴν προσεχῆ Κυριακὴν 17ῃ τρέχοντος μηνὸς ὥρα 9 1/2 π.μ. τελοῦμεν ἐν τῷ Ἁγίῳ ναῷ Ἀγίας Εἰρήνης μνημόσυνον ὑπὲρ ἀναπαύσεως τῆς ψυχῆς τῆς προσφιλοῦς ἡμῶν μητρὸς καὶ ἀδελφῆς: [935, 1377, 1218, 1461]
column-1: [33, 113, 327, 2338]
section-text: Ἀναχωροῦσι σήμερον διὰ τὰς Πάτρας οἱ ὑποψήφιοι κ.κ. Γεώργ. Παπαδιαμαντόπουλος καὶ Ἀγγελος Χοϊδᾶς. Ἐκτὸς αὐτῶν οἱ ἐν Πάτραις φίλοι τοῦ συνδυασμοῦ τῶν προετοιμάζουσιν ὑποδοχήν.: [335, 1346, 618, 1430]
stock-right: Διώρ. Τόρκ. 34.75: [198, 339, 318, 354]
stock-left: Δάν. 120.—: [41, 256, 111, 271]
section-text: Ἀργασάρης, Δομβάρδος, Κ. Ζήβας, Πλάκας, Διον. Καραμπλίκης, Ριχάρδος Νικολᾶς, Μελισσηνός Γεώργιος, Δράκος, Μολωνάς, Ρώμας Ἀλέξανδρος, Ρώμας Σπυρίδων. Γεώργιος Κανδιάκης, Ρώμας Διοδσθέος Γεώργιος, Στέφανο Π. Διονύσιος.: [41, 1700, 318, 1817]
section-title: Καλαβρύτων: [128, 1439, 231, 1455]
stock-left: Ἐθνικῆς 3.490.—: [41, 373, 144, 387]
section-text: ΚΕΡΚΥΡΑ, 14 Ἰανουαρίου, (Ἰδιαίτερον τηλεγράφημα τοῦ «Ἐμπρὸς»). — Ἐγένοντο ἀποδεκτοὶ καὶ ἀνακηρύξας τοὺς ὑποψηφίους τοῦ Νομοῦ Κερκύρας. Ἀνακηρύχθησαν οἱ κ.κ. Γεώργ. Θεοτόκης, Μιχαὴλ Θεοτόκης, Ἀλκίνοος Ζερβός, Γουλιέλμος Σιδέρης, Νικόλ. Καλοσγούρος, Βασίλ. Ἰθακήσιος, Σπυρ. Ἀγάθος, Σπυρ. Χυτήρης, Τρικουπικοί, Γεώργ. Ζαδιτσιάνος, Σταμάτιος Ἀσπιώτης ἢ Μακρογιάννης, Ἀνδ. Δενδρινός, Ἀριστ. Μανοῦσος, Δηλιγιαννικοί Γεώργιος Βελλιανίτης ἀξιωματικὸς τοῦ Ναυτικοῦ καὶ Γεώρ. Καποδίστριας ἀνεξάρτητος. Ἀπεκλείσθησαν ὡς μὴ ὑποδιαλότες ἐγκαίρως αἰτήσεις, ὁ Δηλιγιαννικὸς Ἀἰγυέστης, Συμβολαιογράφος καὶ ὁ κ. Νικηφόρος Βλάσης.: [335, 805, 618, 1095]
section-title: Ἐπάνοδος τοῦ κ. Δηλιγιάννη: [363, 1180, 591, 1196]
funeral-name-sub: (Τὸ γένος Ν. Ἀναγνωστοπούλου): [982, 919, 1171, 932]
clinic-ad-sub: Ο ΙΑΤΡΟΣ: [1348, 1180, 1412, 1196]
rheumatism-ad-name: Α. ΛΙΣΣΟΥ: [729, 1872, 823, 1892]
tobacco-ad-name: ΜΕΓΑΛΗ ΑΠΟΘΗΚΗ ΚΑΠΝΩΝ: [642, 1704, 911, 1723]
section-title: Η ΕΞΥΓΙΑΝΣΙΣ ΤΟΥ ΦΑΛΗΡΟΥ: [360, 1816, 594, 1832]
disarm-subtitle: Διαβεβαιώσεις τοῦ Μουράδβεη: [1256, 661, 1503, 676]
memorial-2-title: ΜΝΗΜΟΣΥΝΟΝ: [1009, 1354, 1144, 1372]
naval-subtitle: Εἰς τὸ Πορτσμοὺθ: [1308, 790, 1451, 806]
butter-title: ΒΟΥΤΥΡΟΝ ΑΓΝΟΝ: [1235, 1511, 1525, 1536]
raisin-subhead: Λεπτομερεῖς πληροφορίαι τοῦ ἐν Ν. Ὑόρκῃ ἕλληνος προξένου: [635, 199, 918, 232]
section-title: Συνδυασμὸς Ὕδρας: [400, 519, 554, 534]
section-title: Ἐπεισόδιον κατὰ τὴν ἀνάκρισιν: [347, 235, 607, 251]
memorial-2-text2: Παρακαλοῦνται οἱ συγγενεῖς καὶ φίλοι ὅπως εὐαρεστούμενοι προσέλθωσι καὶ ἑνώσωσι μεθ' ἡμῶν τὰς πρὸς τὸν Ὕψιστον δεήσεις των. Ἐν Ἀθήναις τῇ 15 Ἰανουαρίου 1899. Ὁ σύζυγος: Γεράσ. Ε. Μεταξᾶς. Τὰ τέκνα, οἱ ἀδελφοί.: [935, 1493, 1218, 1594]
section-text: Σουλιώτης ἀνθυπολοχαγός τῆς Οἰκονομίας, Τσόγκας Ν. Μαυρομμάτης Ἐπαμεινώνδας, Γουλιμῆς Ν. Βλάβης Ἄν. Παπανικολῆς Ν. Τσέλιος Γ., Δαμπρακάκης.: [41, 1923, 318, 1990]
disarm-text: ΠΕΤΡΟΥΠΟΛΙΣ (διὰ Κερκύρας). Ὁ Μουράδβεη ἐβεβαίωσε τὴν Ἰταλίαν ὅτι τὸ Βατικανὸν δὲν θὰ προσκληθῇ εἰς τὴν συνδιάσκεψιν ὑπὲρ τοῦ διεθνοῦς ἀφοπλισμοῦ.: [1235, 680, 1525, 747]
diatribe-subtitle: Ἐκλογικὰ Οὐτίλου: [702, 1030, 852, 1047]
bank-title: ΤΡΑΠΕΖΑ ΑΘΗΝΩΝ: [673, 1441, 880, 1466]
clinic-ad-name: Ι. ΦΑΡΑΝΤΑΤΟΣ: [1277, 1198, 1483, 1225]
lottery-text: Γεωργ. (Δραγουμικός). 28 Νέγρης Φωκίων (Ζαχαρικός). 29 Πατρίκιος Περικλῆς (Δηλ.). 30 Παππάδης Νικόλαος (Δραγουμικός). 31 Ράδος Νικόλαος (Δηλιγιαννικός). 32 Ράλλης Δημήτριος (Ραλλικός), 33 Ρετσίνας Θεόδωρος (Θεοτοκικός), 34 Σκουζές Ἀλέξανδρος (Δηλιγιαννικός), 35 Σμολένσκης Κωνστ. (Δηλιγιαννικός), 36 Σοῦτσος Ἀλέξανδρος (Ραλλικός), 37 Σπυρόπουλος Κωνστ. (Ραλλικός), 38 Συγγρός Ἀνδρέας (Ἀνεξάρτητος), 39 Φλογαΐτης Θ. (Ἀνεξάρτητος), 40 Χατζῆς Σωτ. (Δηλιγιαννικός), 41 Χριστοφῆς Κωνστ. (Δραγουμικός), 42 Ψῦλλας Ἀλέξανδρος (Δηλιγιαννικός), 43 Παππάτης (Ἀνεξάρτητος), 44 Θ. Κουτσόπης, 45 Γ. Φινόπουλος καὶ 46 Δ. Μῆλας.: [41, 402, 318, 692]
col2-sections: [335, 124, 618, 2102]
clinic-hours-title: Θεραπεῖαι: [1339, 1302, 1421, 1318]
funeral-name: ΣΟΦΙΑΝ Ν. ΧΑΙΔΟΥ: [994, 895, 1159, 914]
section-title: Καρυστίας: [433, 596, 520, 612]
social-title: ΚΟΙΝΩΝΙΚΑ: [1003, 119, 1151, 143]
stock-left: Ἠπειρώτ. 189.—: [41, 356, 140, 371]
bank-signature: (Ἐκ τοῦ Γραφείου τῆς Γεν. Διευθύνσεως): [659, 1590, 895, 1604]
publication-text: Ἀγαπητὲ Ἐξάδελφε. Εἶμαι καλὰ τὸ αὐτὸ ἐπιθυμῶ καὶ δι' σέ. Σε ἀγαπῶ πολὺ διότι μοῦ ἔστειλες μὲ τὸν κ. Γ. Νικολαΐδην νὰ τοῦ δώσῃς τὰς εὐχαριστήσεις μου διὰ τὴν Ἀντιρρευματικὴν του. Εὐχαριστῶ κατὰ πολὺ διότι ἡ θεραπεία μου ἐγένετο ταχέως καὶ ἀφ' ὅτου μεταχειρίσθην τὸ θαυμάσιον αὐτὸ φάρμακον τῶν ρευματικῶν μου πόνων ἀπηλλάγην. Ἐν Πειραιεῖ 3 Ἰανουαρίου 1899.: [635, 1251, 918, 1404]
stock-right: Σιδ. Π. Γ. 154.—: [205, 289, 318, 304]
column-4: [927, 113, 1227, 2338]
column-5: [1227, 113, 1533, 2338]
